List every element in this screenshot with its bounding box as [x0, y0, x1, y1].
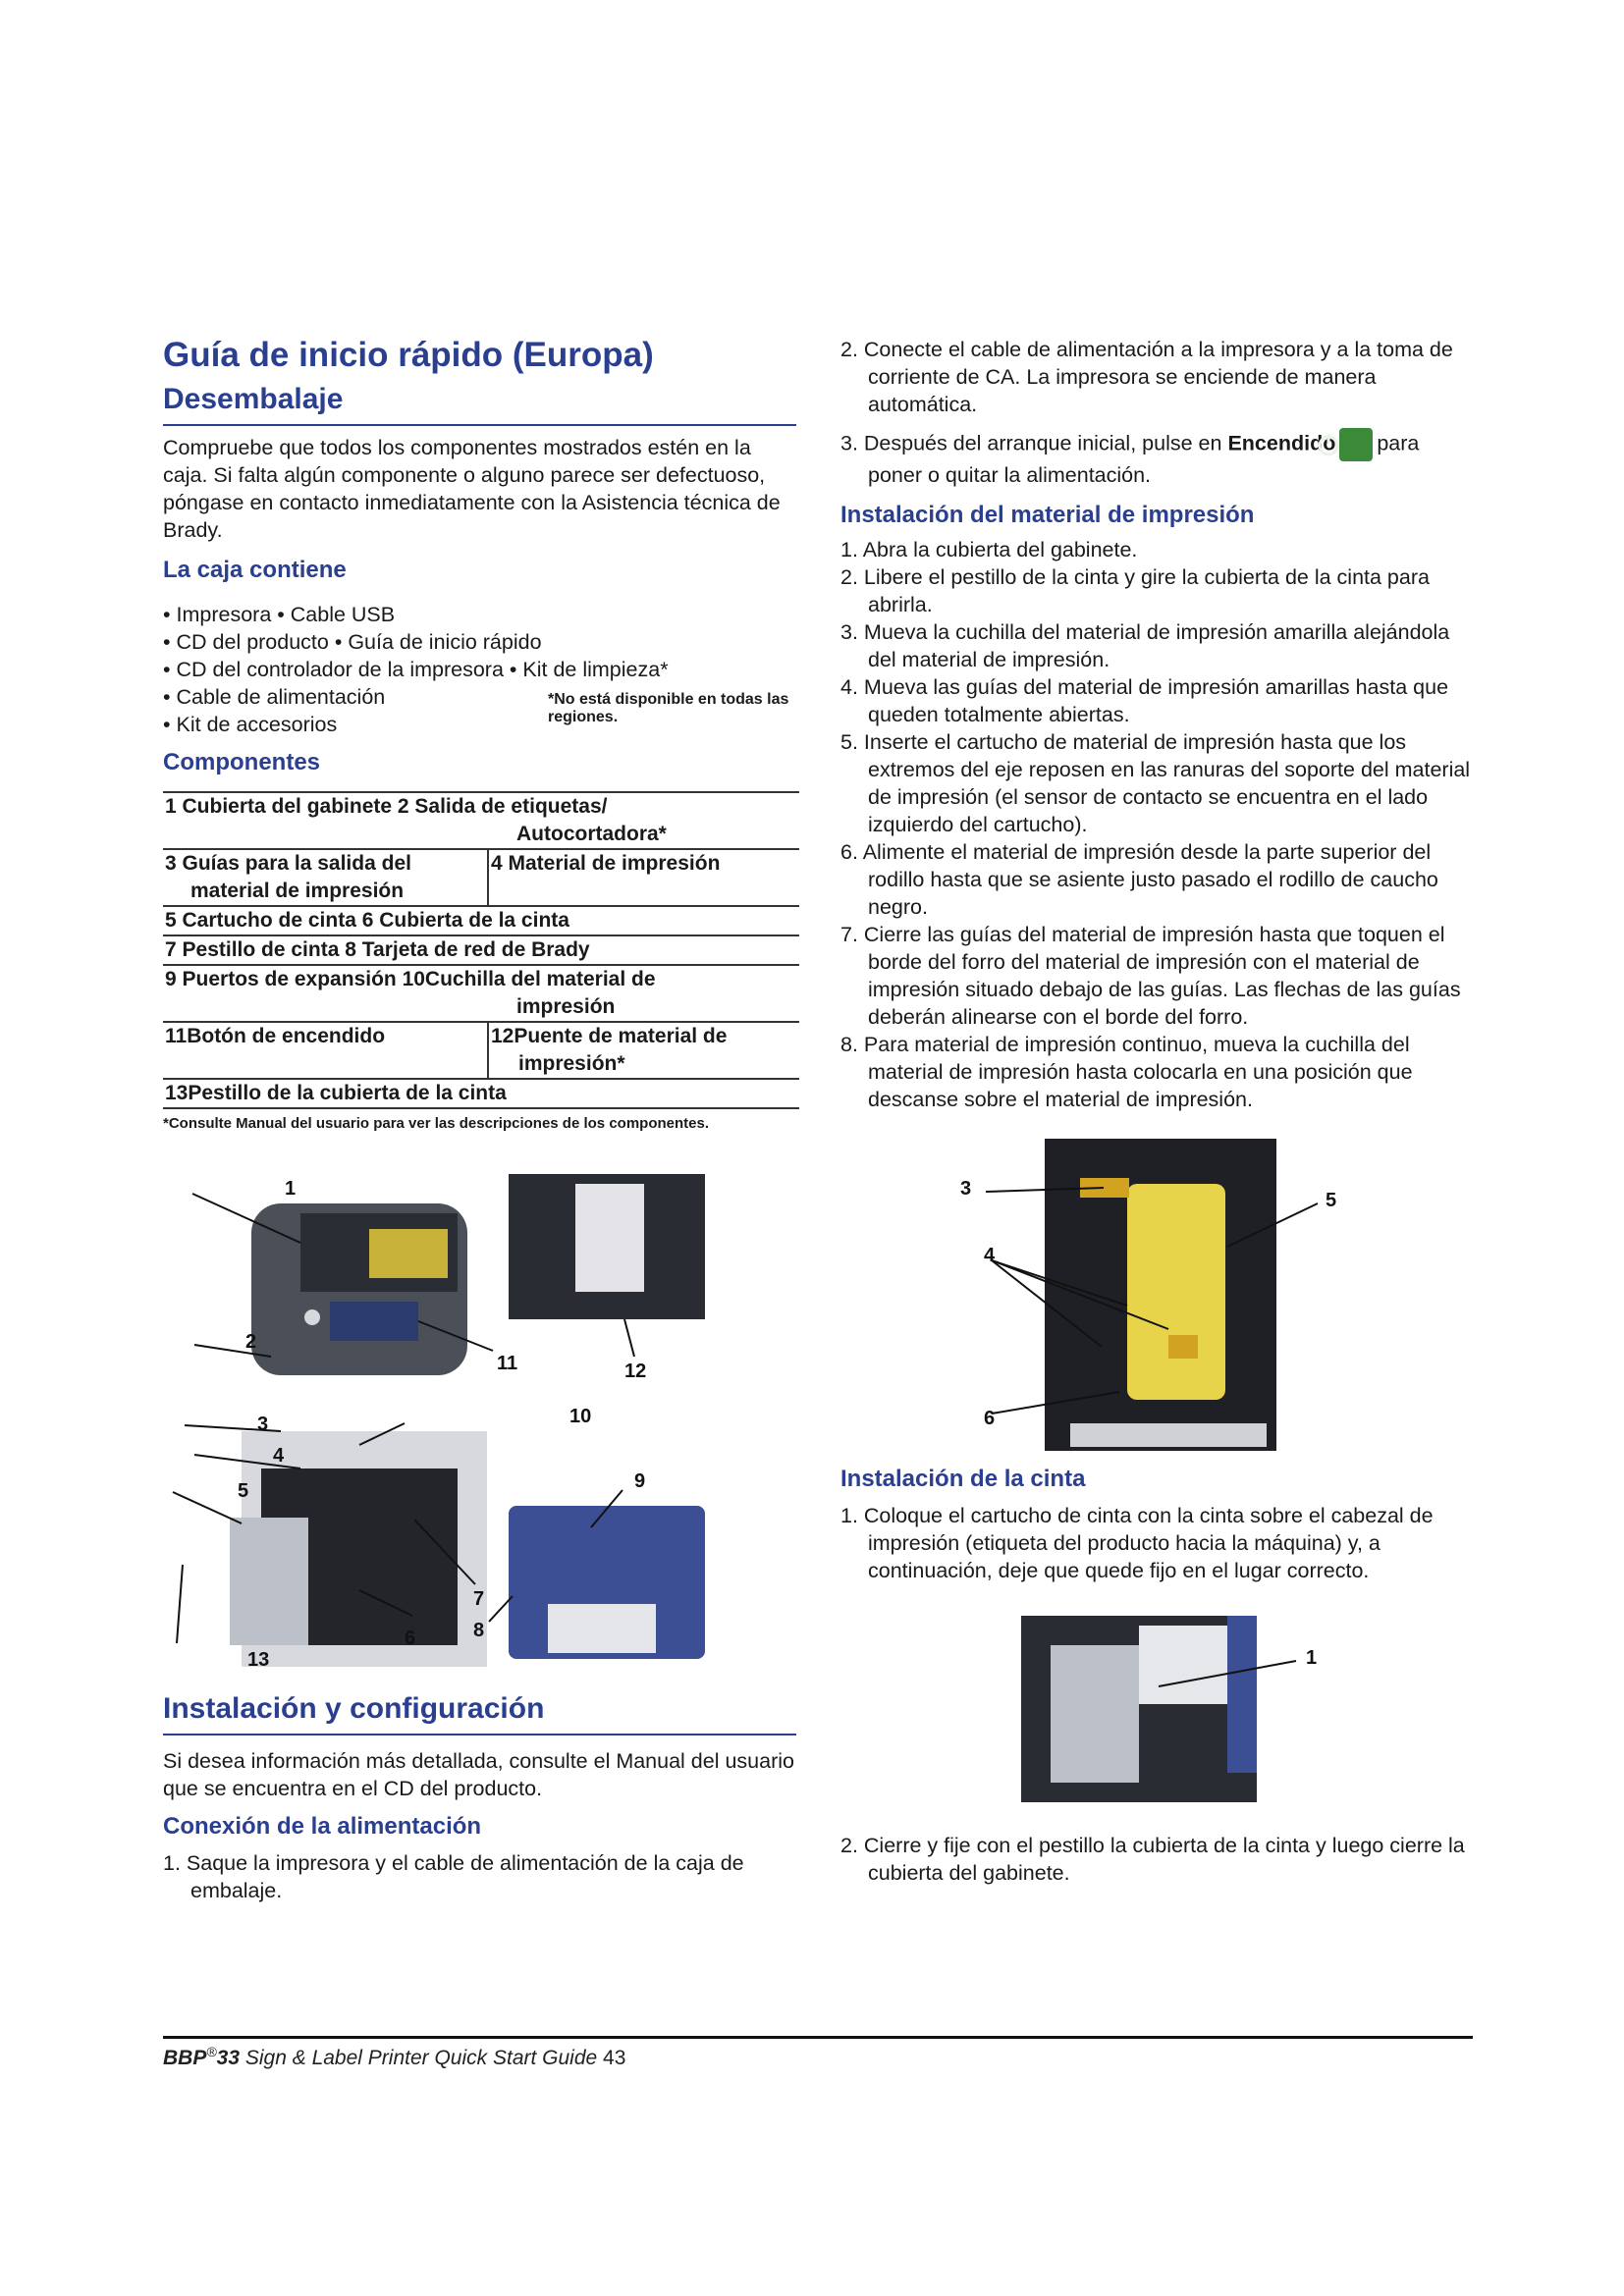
power-steps-right [840, 336, 1474, 489]
table-cell: 4 Material de impresión [488, 849, 799, 906]
table-cell: 7 Pestillo de cinta 8 Tarjeta de red de Brady [163, 935, 799, 965]
box-note: *No está disponible en todas las regiones. [548, 691, 789, 725]
components-heading: Componentes [163, 749, 321, 775]
list-item: 2. Cierre y fije con el pestillo la cubierta de la cinta y luego cierre la cubierta del gabinete. [840, 1834, 1465, 1885]
media-callout-3: 3 [960, 1178, 972, 1200]
ribbon-heading: Instalación de la cinta [840, 1466, 1086, 1492]
table-cell-text: material de impresión [190, 880, 405, 902]
install-text: Si desea información más detallada, consulte el Manual del usuario que se encuentra en el CD del producto. [163, 1749, 794, 1800]
left-column [163, 334, 796, 1133]
page-footer [163, 2044, 625, 2070]
power-symbol-svg [1312, 428, 1345, 461]
table-cell [163, 849, 488, 906]
step-bold: Encendido [1227, 431, 1336, 455]
components-illustration [163, 1174, 713, 1671]
callout-11: 11 [497, 1353, 518, 1374]
unpacking-text: Compruebe que todos los componentes mostrados estén en la caja. Si falta algún componente o alguno parece ser defectuoso, póngase en contacto inmediatamente con la Asistencia técnica de Brady. [163, 436, 781, 542]
media-guide [1168, 1335, 1198, 1359]
footer-brand: BBP [163, 2047, 207, 2069]
callout-6: 6 [405, 1628, 416, 1649]
list-item: • CD del producto • Guía de inicio rápido [163, 630, 542, 654]
footer-rule [163, 2036, 1473, 2039]
ribbon-steps-2 [840, 1832, 1474, 1887]
callout-13: 13 [247, 1649, 270, 1671]
printer-diagram-svg [163, 1174, 713, 1671]
table-cell: 5 Cartucho de cinta 6 Cubierta de la cinta [163, 906, 799, 935]
ribbon-frame [1227, 1616, 1257, 1773]
callout-line [177, 1565, 183, 1643]
list-item: 2. Libere el pestillo de la cinta y gire la cubierta de la cinta para abrirla. [840, 565, 1430, 616]
table-cell [163, 965, 799, 1022]
media-steps [840, 536, 1474, 1113]
components-table [163, 791, 799, 1109]
callout-line [173, 1492, 242, 1523]
ribbon-cartridge [1051, 1645, 1139, 1783]
list-item: 4. Mueva las guías del material de impresión amarillas hasta que queden totalmente abiertas. [840, 675, 1449, 726]
table-cell-text: impresión* [518, 1052, 625, 1075]
list-item: • CD del controlador de la impresora • Kit de limpieza* [163, 658, 669, 681]
media-callout-6: 6 [984, 1408, 996, 1429]
callout-3: 3 [257, 1414, 269, 1435]
table-cell-text: impresión [516, 995, 616, 1018]
callout-5: 5 [238, 1480, 249, 1502]
list-item: 1. Saque la impresora y el cable de alimentación de la caja de embalaje. [163, 1851, 744, 1902]
ribbon-step2 [840, 1832, 1474, 1887]
rear-port-panel [548, 1604, 656, 1653]
callout-10: 10 [569, 1406, 592, 1427]
media-illustration [952, 1139, 1345, 1451]
table-cell-text: 1 Cubierta del gabinete 2 Salida de etiquetas/ [165, 795, 608, 818]
callout-line [624, 1319, 634, 1357]
box-heading: La caja contiene [163, 557, 347, 583]
list-item: • Impresora • Cable USB [163, 603, 396, 626]
list-item: 6. Alimente el material de impresión desde la parte superior del rodillo hasta que se asiente justo pasado el rodillo de caucho negro. [840, 840, 1438, 919]
list-item: 2. Conecte el cable de alimentación a la impresora y a la toma de corriente de CA. La impresora se enciende de manera automática. [840, 338, 1453, 416]
ribbon-cover [230, 1518, 308, 1645]
power-icon [1339, 428, 1373, 461]
ribbon-steps [840, 1502, 1474, 1584]
media-diagram-svg [952, 1139, 1345, 1451]
media-label-strip [1070, 1423, 1267, 1447]
callout-8: 8 [473, 1620, 485, 1641]
callout-4: 4 [273, 1445, 285, 1467]
list-item: 1. Coloque el cartucho de cinta con la cinta sobre el cabezal de impresión (etiqueta del producto hacia la máquina) y, a continuación, deje que quede fijo en el lugar correcto. [840, 1504, 1434, 1582]
list-item: 5. Inserte el cartucho de material de impresión hasta que los extremos del eje reposen en las ranuras del soporte del material de impresión (el sensor de contacto se encuentra en el lado izquierdo del cartucho). [840, 730, 1471, 836]
step-text: para poner o quitar la alimentación. [868, 431, 1420, 487]
list-item: 7. Cierre las guías del material de impresión hasta que toquen el borde del forro del material de impresión con el material de impresión situado debajo de las guías. Las flechas de las guías deberán alinearse con el borde del forro. [840, 923, 1461, 1029]
printer-button [304, 1309, 320, 1325]
components-note: *Consulte Manual del usuario para ver las descripciones de los componentes. [163, 1115, 709, 1132]
table-cell-text: 12Puente de material de [491, 1025, 728, 1047]
install-section [163, 1690, 796, 1904]
media-roll [1127, 1184, 1225, 1400]
list-item [840, 428, 1474, 489]
callout-2: 2 [245, 1331, 257, 1353]
table-cell-text: 9 Puertos de expansión 10Cuchilla del material de [165, 968, 656, 990]
table-cell [163, 792, 799, 849]
table-cell: 13Pestillo de la cubierta de la cinta [163, 1079, 799, 1108]
table-cell: 11Botón de encendido [163, 1022, 488, 1079]
right-column [840, 336, 1474, 1113]
table-row [163, 849, 799, 906]
ribbon-paper [575, 1184, 644, 1292]
table-cell-text: 3 Guías para la salida del [165, 852, 411, 875]
unpacking-heading: Desembalaje [163, 381, 796, 426]
table-row [163, 1022, 799, 1079]
footer-page-number: 43 [603, 2047, 626, 2069]
footer-reg: ® [206, 2044, 217, 2059]
table-row [163, 792, 799, 849]
media-callout-5: 5 [1326, 1190, 1337, 1211]
list-item: 3. Mueva la cuchilla del material de impresión amarilla alejándola del material de impresión. [840, 620, 1450, 671]
step-text: 3. Después del arranque inicial, pulse en [840, 431, 1222, 455]
list-item: • Kit de accesorios [163, 713, 338, 736]
ribbon-section [840, 1465, 1474, 1584]
table-cell-text: Autocortadora* [516, 823, 667, 845]
table-cell [488, 1022, 799, 1079]
media-callout-4: 4 [984, 1245, 996, 1266]
printer-media-window [369, 1229, 448, 1278]
footer-model: 33 [216, 2047, 241, 2069]
list-item: 8. Para material de impresión continuo, mueva la cuchilla del material de impresión hasta colocarla en una posición que descanse sobre el material de impresión. [840, 1033, 1413, 1111]
install-heading: Instalación y configuración [163, 1690, 796, 1735]
list-item: 1. Abra la cubierta del gabinete. [840, 538, 1138, 561]
footer-text: Sign & Label Printer Quick Start Guide [240, 2047, 604, 2069]
page-title: Guía de inicio rápido (Europa) [163, 336, 654, 374]
printer-display [330, 1302, 418, 1341]
table-row [163, 906, 799, 935]
callout-7: 7 [473, 1588, 485, 1610]
media-heading: Instalación del material de impresión [840, 502, 1255, 528]
callout-12: 12 [624, 1361, 647, 1382]
power-steps-left [163, 1849, 796, 1904]
table-row [163, 1079, 799, 1108]
list-item: • Cable de alimentación [163, 685, 386, 709]
callout-1: 1 [285, 1178, 297, 1200]
power-heading: Conexión de la alimentación [163, 1813, 482, 1840]
ribbon-illustration [1011, 1606, 1335, 1812]
table-row [163, 935, 799, 965]
ribbon-callout-1: 1 [1306, 1647, 1318, 1669]
ribbon-diagram-svg [1011, 1606, 1335, 1812]
callout-9: 9 [634, 1470, 646, 1492]
box-list-wrap [163, 601, 796, 738]
table-row [163, 965, 799, 1022]
